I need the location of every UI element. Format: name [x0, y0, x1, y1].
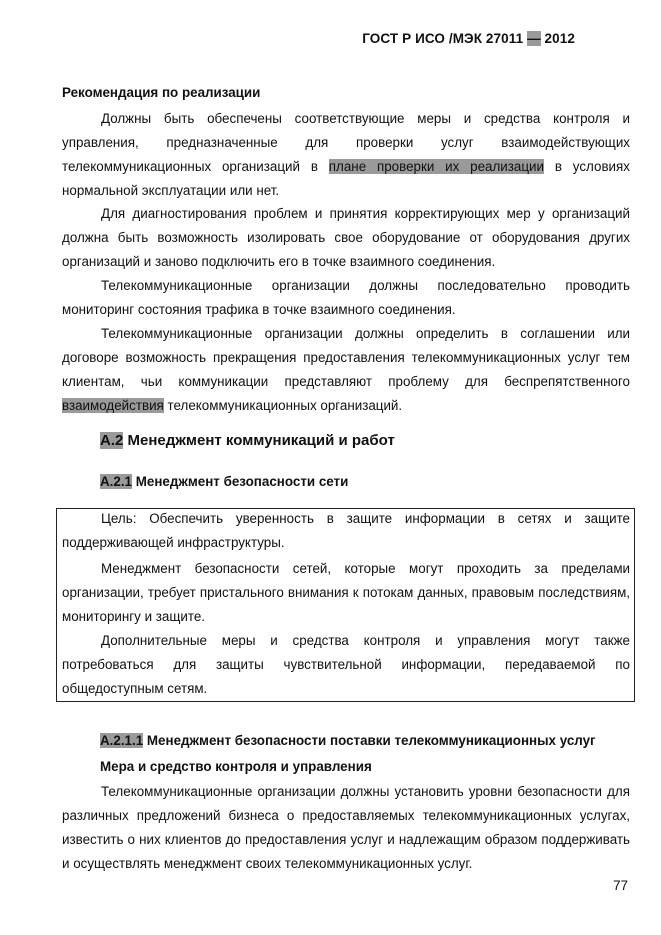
section-a21-number: А.2.1 — [100, 474, 133, 489]
section-a21-heading — [100, 474, 348, 489]
header-standard: ГОСТ Р ИСО /МЭК 27011 — [362, 31, 528, 46]
header-dash: — — [527, 31, 541, 46]
paragraph-1-highlight: плане проверки их реализации — [328, 159, 545, 174]
section-a211-number: А.2.1.1 — [100, 733, 144, 748]
section-a2-title: Менеджмент коммуникаций и работ — [123, 432, 395, 449]
section-a211-title: Менеджмент безопасности поставки телекоммуникационных услуг — [143, 733, 596, 748]
section-a211-paragraph: Телекоммуникационные организации должны установить уровни безопасности для различных предложений бизнеса о предоставляемых телекоммуникационных услугах, известить о них клиентов до предоставления услуг и надлежащим образом поддерживать и осуществлять менеджмент своих телекоммуникационных услуг. — [62, 784, 630, 871]
section-a211-heading — [100, 733, 596, 748]
paragraph-4 — [62, 322, 630, 418]
paragraph-1 — [62, 107, 630, 203]
box-paragraph-1: Цель: Обеспечить уверенность в защите информации в сетях и защите поддерживающей инфраструктуры. — [62, 511, 630, 550]
box-paragraph-3: Дополнительные меры и средства контроля и управления могут также потребоваться для защиты чувствительной информации, передаваемой по общедоступным сетям. — [62, 633, 630, 696]
implementation-heading: Рекомендация по реализации — [62, 85, 261, 100]
paragraph-4-text-b: телекоммуникационных организаций. — [163, 398, 403, 413]
section-a2-heading — [100, 432, 395, 449]
paragraph-1-text-a: Должны быть обеспечены соответствующие меры и средства контроля и управления, предназначенные для проверки услуг взаимодействующих телекоммуникационных организаций в — [62, 111, 630, 174]
paragraph-4-text-a: Телекоммуникационные организации должны определить в соглашении или договоре возможность прекращения предоставления телекоммуникационных услуг тем клиентам, чьи коммуникации представляют проблему для беспрепятственного — [62, 326, 630, 389]
paragraph-2: Для диагностирования проблем и принятия корректирующих мер у организаций должна быть возможность изолировать свое оборудование от оборудования других организаций и заново подключить его в точке взаимного соединения. — [62, 206, 630, 269]
page-number: 77 — [613, 878, 628, 893]
document-header — [362, 31, 575, 46]
paragraph-3: Телекоммуникационные организации должны последовательно проводить мониторинг состояния трафика в точке взаимного соединения. — [62, 278, 630, 317]
control-subheading: Мера и средство контроля и управления — [100, 759, 372, 774]
header-year: 2012 — [540, 31, 575, 46]
box-paragraph-2: Менеджмент безопасности сетей, которые могут проходить за пределами организации, требует пристального внимания к потокам данных, правовым последствиям, мониторингу и защите. — [62, 561, 630, 624]
paragraph-1-text-b: в условиях нормальной эксплуатации или нет. — [62, 159, 630, 198]
paragraph-4-highlight: взаимодействия — [62, 398, 164, 413]
section-a2-number: А.2 — [100, 432, 124, 449]
section-a21-title: Менеджмент безопасности сети — [132, 474, 349, 489]
